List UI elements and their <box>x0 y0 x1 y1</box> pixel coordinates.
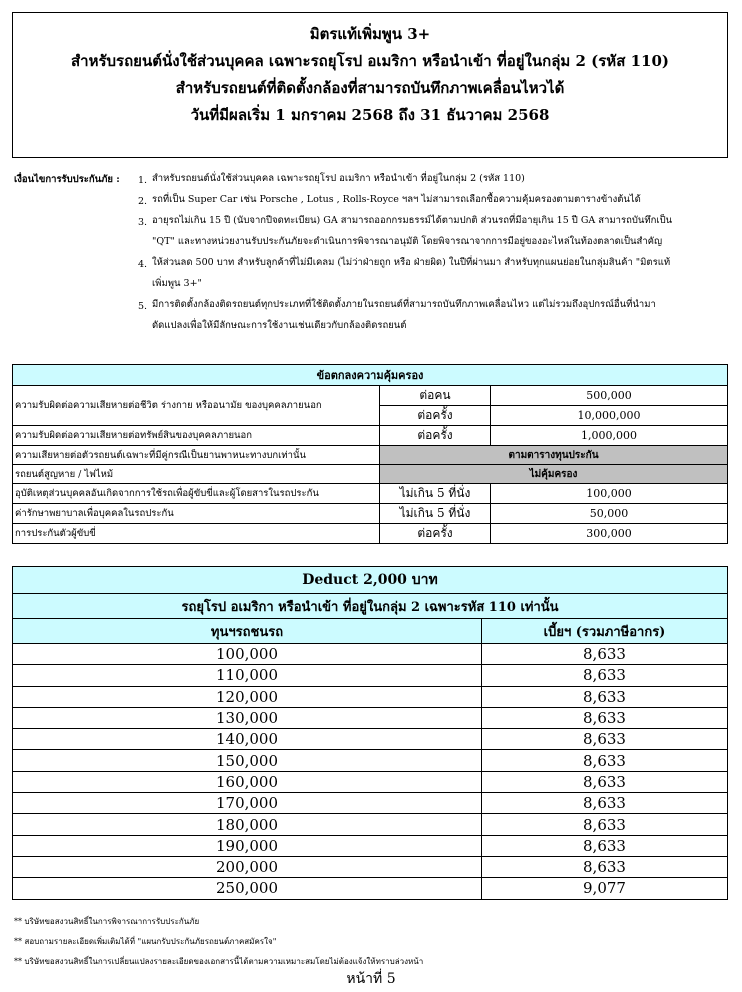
coverage-unit: ต่อครั้ง <box>380 524 491 544</box>
coverage-value: ไม่คุ้มครอง <box>380 465 728 484</box>
premium-subtitle: รถยุโรป อเมริกา หรือนำเข้า ที่อยู่ในกลุ่ม 2 เฉพาะรหัส 110 เท่านั้น <box>13 594 728 619</box>
page-number: หน้าที่ 5 <box>346 971 396 987</box>
coverage-value: 50,000 <box>491 504 728 524</box>
coverage-value: 300,000 <box>491 524 728 544</box>
column-header-sum-insured: ทุนฯรถชนรถ <box>13 619 482 644</box>
coverage-unit: ต่อคน <box>380 386 491 406</box>
premium-cell: 8,633 <box>482 814 728 835</box>
premium-cell: 8,633 <box>482 644 728 665</box>
premium-cell: 8,633 <box>482 729 728 750</box>
table-row <box>13 665 728 686</box>
coverage-unit: ไม่เกิน 5 ที่นั่ง <box>380 504 491 524</box>
condition-text: เพิ่มพูน 3+" <box>152 278 202 289</box>
coverage-label: ความรับผิดต่อความเสียหายต่อทรัพย์สินของบุคคลภายนอก <box>13 426 380 446</box>
coverage-label: รถยนต์สูญหาย / ไฟไหม้ <box>13 465 380 484</box>
table-row <box>13 750 728 771</box>
header-box <box>12 12 728 158</box>
condition-text: สำหรับรถยนต์นั่งใช้ส่วนบุคคล เฉพาะรถยุโรป อเมริกา หรือนำเข้า ที่อยู่ในกลุ่ม 2 (รหัส 110) <box>152 173 525 184</box>
coverage-label: ค่ารักษาพยาบาลเพื่อบุคคลในรถประกัน <box>13 504 380 524</box>
premium-cell: 8,633 <box>482 686 728 707</box>
premium-cell: 8,633 <box>482 665 728 686</box>
coverage-unit: ต่อครั้ง <box>380 426 491 446</box>
coverage-value: 1,000,000 <box>491 426 728 446</box>
table-row <box>13 644 728 665</box>
sum-insured-cell: 130,000 <box>13 707 482 728</box>
table-row <box>13 835 728 856</box>
sum-insured-cell: 180,000 <box>13 814 482 835</box>
coverage-table <box>12 364 728 544</box>
footnote: ** บริษัทขอสงวนสิทธิ์ในการพิจารณาการรับประกันภัย <box>14 917 200 926</box>
table-row <box>13 686 728 707</box>
coverage-unit: ต่อครั้ง <box>380 406 491 426</box>
premium-cell: 8,633 <box>482 856 728 877</box>
footnotes <box>14 912 423 972</box>
footnote: ** บริษัทขอสงวนสิทธิ์ในการเปลี่ยนแปลงรายละเอียดของเอกสารนี้ได้ตามความเหมาะสมโดยไม่ต้องแจ้งให้ทราบล่วงหน้า <box>14 957 424 966</box>
premium-table <box>12 566 728 900</box>
table-row <box>13 878 728 899</box>
premium-cell: 8,633 <box>482 835 728 856</box>
condition-text: "QT" และทางหน่วยงานรับประกันภัยจะดำเนินการพิจารณาอนุมัติ โดยพิจารณาจากการมีอยู่ของอะไหล่ในท้องตลาดเป็นสำคัญ <box>152 236 663 247</box>
premium-cell: 8,633 <box>482 771 728 792</box>
coverage-label: อุบัติเหตุส่วนบุคคลอันเกิดจากการใช้รถเพื่อผู้ขับขี่และผู้โดยสารในรถประกัน <box>13 484 380 504</box>
premium-cell: 8,633 <box>482 750 728 771</box>
coverage-value: 500,000 <box>491 386 728 406</box>
conditions-list <box>138 168 728 336</box>
condition-number: 5. <box>138 301 148 312</box>
table-row <box>13 707 728 728</box>
coverage-label: ความเสียหายต่อตัวรถยนต์เฉพาะที่มีคู่กรณีเป็นยานพาหนะทางบกเท่านั้น <box>13 446 380 465</box>
sum-insured-cell: 200,000 <box>13 856 482 877</box>
table-row <box>13 814 728 835</box>
sum-insured-cell: 160,000 <box>13 771 482 792</box>
table-row <box>13 771 728 792</box>
condition-text: อายุรถไม่เกิน 15 ปี (นับจากปีจดทะเบียน) GA สามารถออกกรมธรรม์ได้ตามปกติ ส่วนรถที่มีอายุเกิน 15 ปี GA สามารถบันทึกเป็น <box>152 215 673 226</box>
sum-insured-cell: 140,000 <box>13 729 482 750</box>
header-line-4: วันที่มีผลเริ่ม 1 มกราคม 2568 ถึง 31 ธันวาคม 2568 <box>190 106 550 124</box>
sum-insured-cell: 250,000 <box>13 878 482 899</box>
footnote: ** สอบถามรายละเอียดเพิ่มเติมได้ที่ "แผนกรับประกันภัยรถยนต์ภาคสมัครใจ" <box>14 937 277 946</box>
deduct-title: Deduct 2,000 บาท <box>13 567 728 594</box>
premium-cell: 8,633 <box>482 707 728 728</box>
condition-number: 2. <box>138 196 148 207</box>
table-row <box>13 729 728 750</box>
conditions-label: เงื่อนไขการรับประกันภัย : <box>14 174 120 185</box>
condition-text: มีการติดตั้งกล้องติดรถยนต์ทุกประเภทที่ใช้ติดตั้งภายในรถยนต์ที่สามารถบันทึกภาพเคลื่อนไหว แต่ไม่รวมถึงอุปกรณ์อื่นที่นำมา <box>152 299 656 310</box>
sum-insured-cell: 100,000 <box>13 644 482 665</box>
sum-insured-cell: 150,000 <box>13 750 482 771</box>
condition-text: ดัดแปลงเพื่อให้มีลักษณะการใช้งานเช่นเดียวกับกล้องติดรถยนต์ <box>152 320 407 331</box>
coverage-value: ตามตารางทุนประกัน <box>380 446 728 465</box>
condition-number: 3. <box>138 217 148 228</box>
table-row <box>13 856 728 877</box>
coverage-title: ข้อตกลงความคุ้มครอง <box>13 365 728 386</box>
coverage-label: การประกันตัวผู้ขับขี่ <box>13 524 380 544</box>
premium-cell: 8,633 <box>482 793 728 814</box>
condition-number: 4. <box>138 259 148 270</box>
coverage-value: 100,000 <box>491 484 728 504</box>
sum-insured-cell: 190,000 <box>13 835 482 856</box>
condition-item <box>138 252 728 294</box>
condition-item <box>138 294 728 336</box>
column-header-premium: เบี้ยฯ (รวมภาษีอากร) <box>482 619 728 644</box>
condition-item <box>138 168 728 189</box>
condition-number: 1. <box>138 175 148 186</box>
premium-cell: 9,077 <box>482 878 728 899</box>
condition-text: รถที่เป็น Super Car เช่น Porsche , Lotus , Rolls-Royce ฯลฯ ไม่สามารถเลือกซื้อความคุ้มครองตามตารางข้างต้นได้ <box>152 194 641 205</box>
condition-text: ให้ส่วนลด 500 บาท สำหรับลูกค้าที่ไม่มีเคลม (ไม่ว่าฝ่ายถูก หรือ ฝ่ายผิด) ในปีที่ผ่านมา สำหรับทุกแผนย่อยในกลุ่มสินค้า "มิตรแท้ <box>152 257 671 268</box>
condition-item <box>138 210 728 252</box>
condition-item <box>138 189 728 210</box>
table-row <box>13 793 728 814</box>
sum-insured-cell: 110,000 <box>13 665 482 686</box>
coverage-label: ความรับผิดต่อความเสียหายต่อชีวิต ร่างกาย หรืออนามัย ของบุคคลภายนอก <box>13 386 380 426</box>
header-line-2: สำหรับรถยนต์นั่งใช้ส่วนบุคคล เฉพาะรถยุโรป อเมริกา หรือนำเข้า ที่อยู่ในกลุ่ม 2 (รหัส 110) <box>71 52 669 70</box>
header-line-3: สำหรับรถยนต์ที่ติดตั้งกล้องที่สามารถบันทึกภาพเคลื่อนไหวได้ <box>175 79 565 97</box>
sum-insured-cell: 170,000 <box>13 793 482 814</box>
sum-insured-cell: 120,000 <box>13 686 482 707</box>
header-line-1: มิตรแท้เพิ่มพูน 3+ <box>309 25 431 43</box>
coverage-unit: ไม่เกิน 5 ที่นั่ง <box>380 484 491 504</box>
coverage-value: 10,000,000 <box>491 406 728 426</box>
